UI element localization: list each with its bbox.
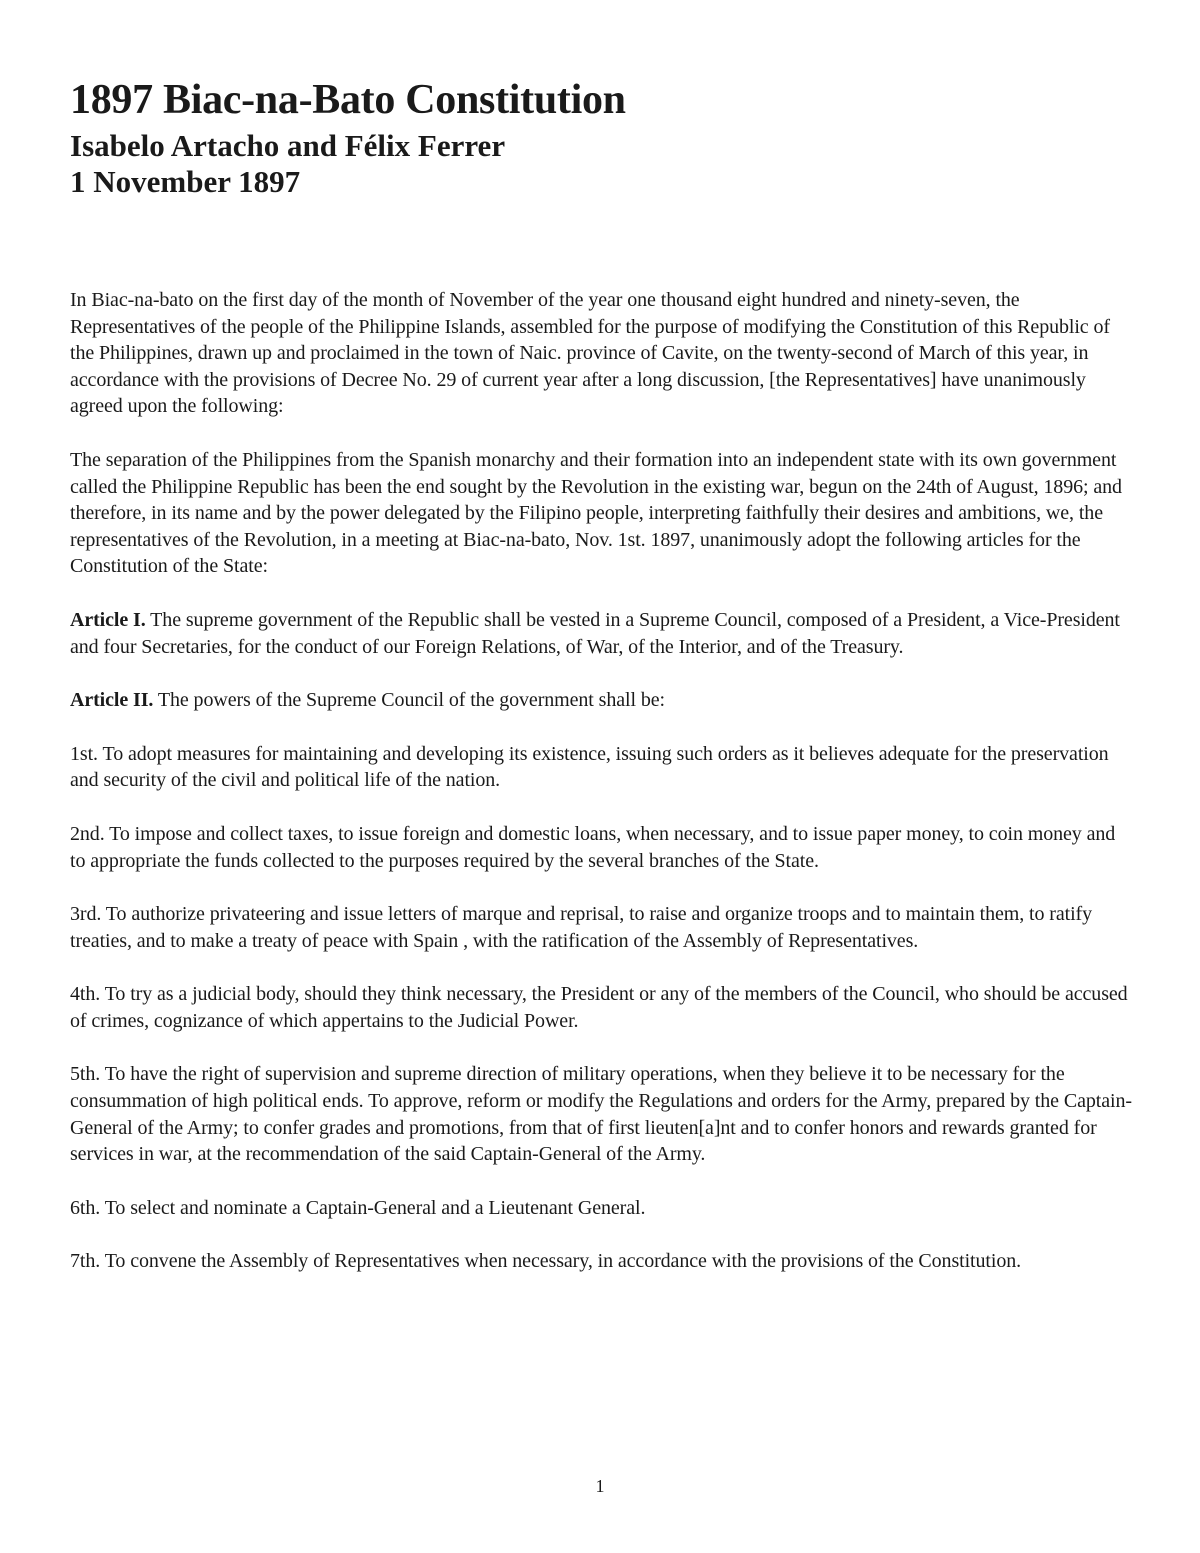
document-date: 1 November 1897: [70, 164, 301, 199]
document-header: [70, 76, 1130, 200]
document-title: 1897 Biac-na-Bato Constitution: [70, 77, 626, 123]
power-item-1: 1st. To adopt measures for maintaining and developing its existence, issuing such orders as it believes adequate for the preservation and security of the civil and political life of the nation.: [70, 742, 1109, 792]
document-authors: Isabelo Artacho and Félix Ferrer: [70, 128, 506, 163]
article-1: [70, 607, 1132, 660]
power-item-7: 7th. To convene the Assembly of Representatives when necessary, in accordance with the provisions of the Constitution.: [70, 1250, 1022, 1273]
power-item-6: 6th. To select and nominate a Captain-General and a Lieutenant General.: [70, 1196, 646, 1219]
preamble-paragraph: In Biac-na-bato on the first day of the month of November of the year one thousand eight hundred and ninety-seven, the Representatives of the people of the Philippine Islands, assembled for the purpose of modifying the Constitution of this Republic of the Philippines, drawn up and proclaimed in the town of Naic. province of Cavite, on the twenty-second of March of this year, in accordance with the provisions of Decree No. 29 of current year after a long discussion, [the Representatives] have unanimously agreed upon the following:: [70, 289, 1110, 418]
power-item-3: 3rd. To authorize privateering and issue letters of marque and reprisal, to raise and organize troops and to maintain them, to ratify treaties, and to make a treaty of peace with Spain , with the ratification of the Assembly of Representatives.: [70, 903, 1093, 952]
document-body: [70, 287, 1132, 1302]
power-item-4: 4th. To try as a judicial body, should they think necessary, the President or any of the members of the Council, who should be accused of crimes, cognizance of which appertains to the Judicial Power.: [70, 983, 1128, 1032]
power-item-5: 5th. To have the right of supervision and supreme direction of military operations, when they believe it to be necessary for the consummation of high political ends. To approve, reform or modify the Regulations and orders for the Army, prepared by the Captain-General of the Army; to confer grades and promotions, from that of first lieuten[a]nt and to confer honors and rewards granted for services in war, at the recommendation of the said Captain-General of the Army.: [70, 1063, 1132, 1166]
article-2: [70, 687, 1132, 714]
article-2-text: The powers of the Supreme Council of the government shall be:: [153, 689, 665, 712]
article-1-label: Article I.: [70, 608, 146, 631]
article-2-label: Article II.: [70, 689, 154, 712]
power-item-2: 2nd. To impose and collect taxes, to issue foreign and domestic loans, when necessary, and to issue paper money, to coin money and to appropriate the funds collected to the purposes required by the several branches of the State.: [70, 822, 1116, 872]
page-number: 1: [595, 1476, 605, 1496]
separation-paragraph: The separation of the Philippines from the Spanish monarchy and their formation into an independent state with its own government called the Philippine Republic has been the end sought by the Revolution in the existing war, begun on the 24th of August, 1896; and therefore, in its name and by the power delegated by the Filipino people, interpreting faithfully their desires and ambitions, we, the representatives of the Revolution, in a meeting at Biac-na-bato, Nov. 1st. 1897, unanimously adopt the following articles for the Constitution of the State:: [70, 448, 1122, 578]
article-1-text: The supreme government of the Republic shall be vested in a Supreme Council, composed of a President, a Vice-President and four Secretaries, for the conduct of our Foreign Relations, of War, of the Interior, and of the Treasury.: [70, 608, 1120, 658]
